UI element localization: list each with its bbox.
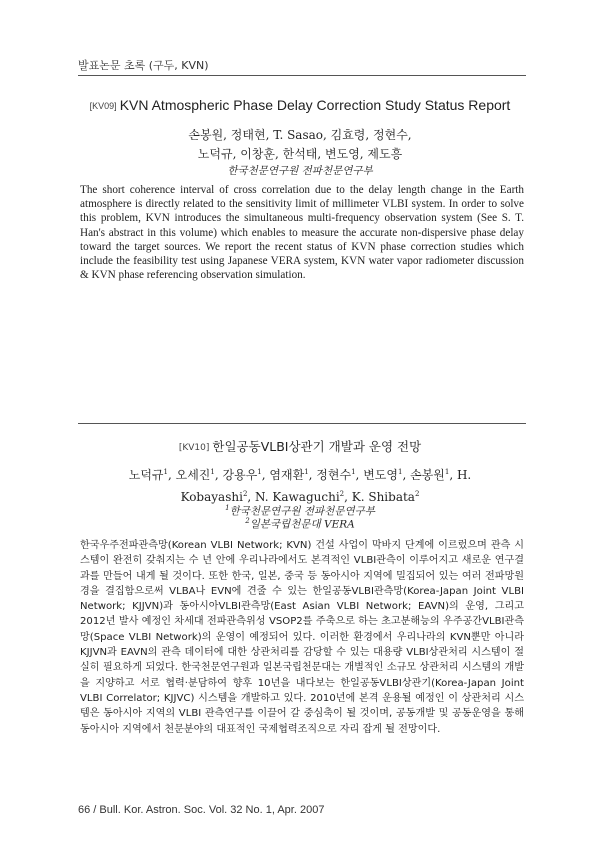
- paper2-author-name: H. Kobayashi: [180, 468, 472, 504]
- paper2-author-sup: 1: [304, 468, 309, 476]
- paper2-author-sup: 1: [351, 468, 356, 476]
- paper2-author-sup: 2: [339, 490, 345, 498]
- paper2-author-name: K. Shibata: [351, 490, 415, 504]
- header-rule: [78, 75, 526, 76]
- paper2-author-sup: 1: [257, 468, 262, 476]
- paper1-affiliation: 한국천문연구원 전파천문연구부: [227, 165, 373, 177]
- paper2-title-line: [0, 437, 600, 455]
- paper2-author-list: 노덕규$^1$, 오세진$^1$, 강용우$^1$, 염재환$^1$, 정현수$^1$, 변도영$^1$, 손봉원$^1$, H. Kobayashi$^2$, N. Kawaguchi$^2$, K. Shibata$^2$: [128, 468, 472, 504]
- paper2-author: [316, 468, 355, 482]
- paper2-affiliation-1-text: 한국천문연구원 전파천문연구부: [229, 505, 375, 518]
- paper2-author-name: 노덕규: [128, 468, 164, 482]
- paper1-authors: [0, 126, 600, 164]
- paper2-affiliation-2-text: 일본국립천문대 VERA: [249, 518, 355, 531]
- paper2-affiliation-1-sup: 1: [225, 504, 230, 512]
- paper2-author: [269, 468, 308, 482]
- paper2-author-sup: 2: [242, 490, 248, 498]
- paper2-affiliation-2: [0, 514, 600, 532]
- paper2-author-sup: 2: [414, 490, 420, 498]
- paper1-authors-line2: 노덕규, 이창훈, 한석태, 변도영, 제도흥: [197, 147, 403, 161]
- paper1-title-line: [0, 97, 600, 113]
- paper2-author: [363, 468, 402, 482]
- paper2-author: [129, 468, 168, 482]
- paper1-abstract: The short coherence interval of cross correlation due to the delay length change in the Earth atmosphere is directly related to the sensitivity limit of millimeter VLBI system. In order to solve this problem, KVN introduces the simultaneous multi-frequency observation system (See S. T. Han's abstract in this volume) which enables to measure the accurate non-dispersive phase delay toward the target sources. We report the recent status of KVN phase correction studies which include the feasibility test using Japanese VERA system, KVN water vapor radiometer discussion & KVN phase referencing observation simulation.: [80, 184, 524, 282]
- paper2-author-name: 염재환: [269, 468, 305, 482]
- paper2-author-name: 오세진: [175, 468, 211, 482]
- paper1-authors-line1: 손봉원, 정태현, T. Sasao, 김효령, 정현수,: [188, 128, 412, 142]
- paper2-author: [176, 468, 215, 482]
- page-header: 발표논문 초록 (구두, KVN): [78, 59, 209, 72]
- paper1-title: KVN Atmospheric Phase Delay Correction Study Status Report: [119, 97, 511, 113]
- paper2-author-name: 강용우: [222, 468, 258, 482]
- paper2-author-sup: 1: [163, 468, 168, 476]
- paper1-tag: [KV09]: [89, 101, 117, 111]
- paper2-author-name: 손봉원: [410, 468, 445, 482]
- paper2-author: [410, 468, 449, 482]
- paper2-author-sup: 1: [397, 468, 403, 476]
- paper2-author: [223, 468, 262, 482]
- paper2-author-sup: 1: [210, 468, 215, 476]
- paper2-author-name: 정현수: [316, 468, 352, 482]
- paper2-tag: [KV10]: [178, 443, 210, 453]
- paper2-author-name: N. Kawaguchi: [255, 490, 340, 504]
- paper2-abstract: 한국우주전파관측망(Korean VLBI Network; KVN) 건설 사업이 막바지 단계에 이르렀으며 관측 시스템이 완전히 갖춰지는 수 년 안에 우리나라에서도 본격적인 VLBI관측이 이루어지고 새로운 연구결과를 만들어 내게 될 것이다. 또한 한국, 일본, 중국 등 동아시아 지역에 밀집되어 있는 여러 전파망원경을 결집함으로써 VLBA나 EVN에 견줄 수 있는 한일공동VLBI관측망(Korea-Japan Joint VLBI Network; KJJVN)과 동아시아VLBI관측망(East Asian VLBI Network; EAVN)의 운영, 그리고 2012년 발사 예정인 차세대 전파관측위성 VSOP2를 주축으로 하는 초고분해능의 우주공간VLBI관측망(Space VLBI Network)의 운영이 예정되어 있다. 이러한 환경에서 우리나라의 KVN뿐만 아니라 KJJVN과 EAVN의 관측 데이터에 대한 상관처리를 감당할 수 있는 대용량 VLBI상관처리 시스템이 절실히 필요하게 되었다. 한국천문연구원과 일본국립천문대는 개별적인 소규모 상관처리 시스템의 개발을 지양하고 서로 협력·분담하여 향후 10년을 내다보는 한일공동VLBI상관기(Korea-Japan Joint VLBI Correlator; KJJVC) 시스템을 개발하고 있다. 2010년에 본격 운용될 예정인 이 상관처리 시스템은 동아시아 지역의 VLBI 관측연구를 이끌어 갈 중심축이 될 것이며, 공동개발 및 공동운영을 통해 동아시아 지역에서 천문분야의 대표적인 국제협력조직으로 자리 잡게 될 전망이다.: [80, 540, 524, 735]
- paper2-title: 한일공동VLBI상관기 개발과 운영 전망: [212, 439, 422, 454]
- page-footer: 66 / Bull. Kor. Astron. Soc. Vol. 32 No. 1, Apr. 2007: [78, 804, 325, 816]
- paper2-affiliation-2-sup: 2: [245, 517, 250, 525]
- paper2-author-name: 변도영: [363, 468, 398, 482]
- paper2-author-sup: 1: [444, 468, 450, 476]
- section-divider: [78, 423, 526, 424]
